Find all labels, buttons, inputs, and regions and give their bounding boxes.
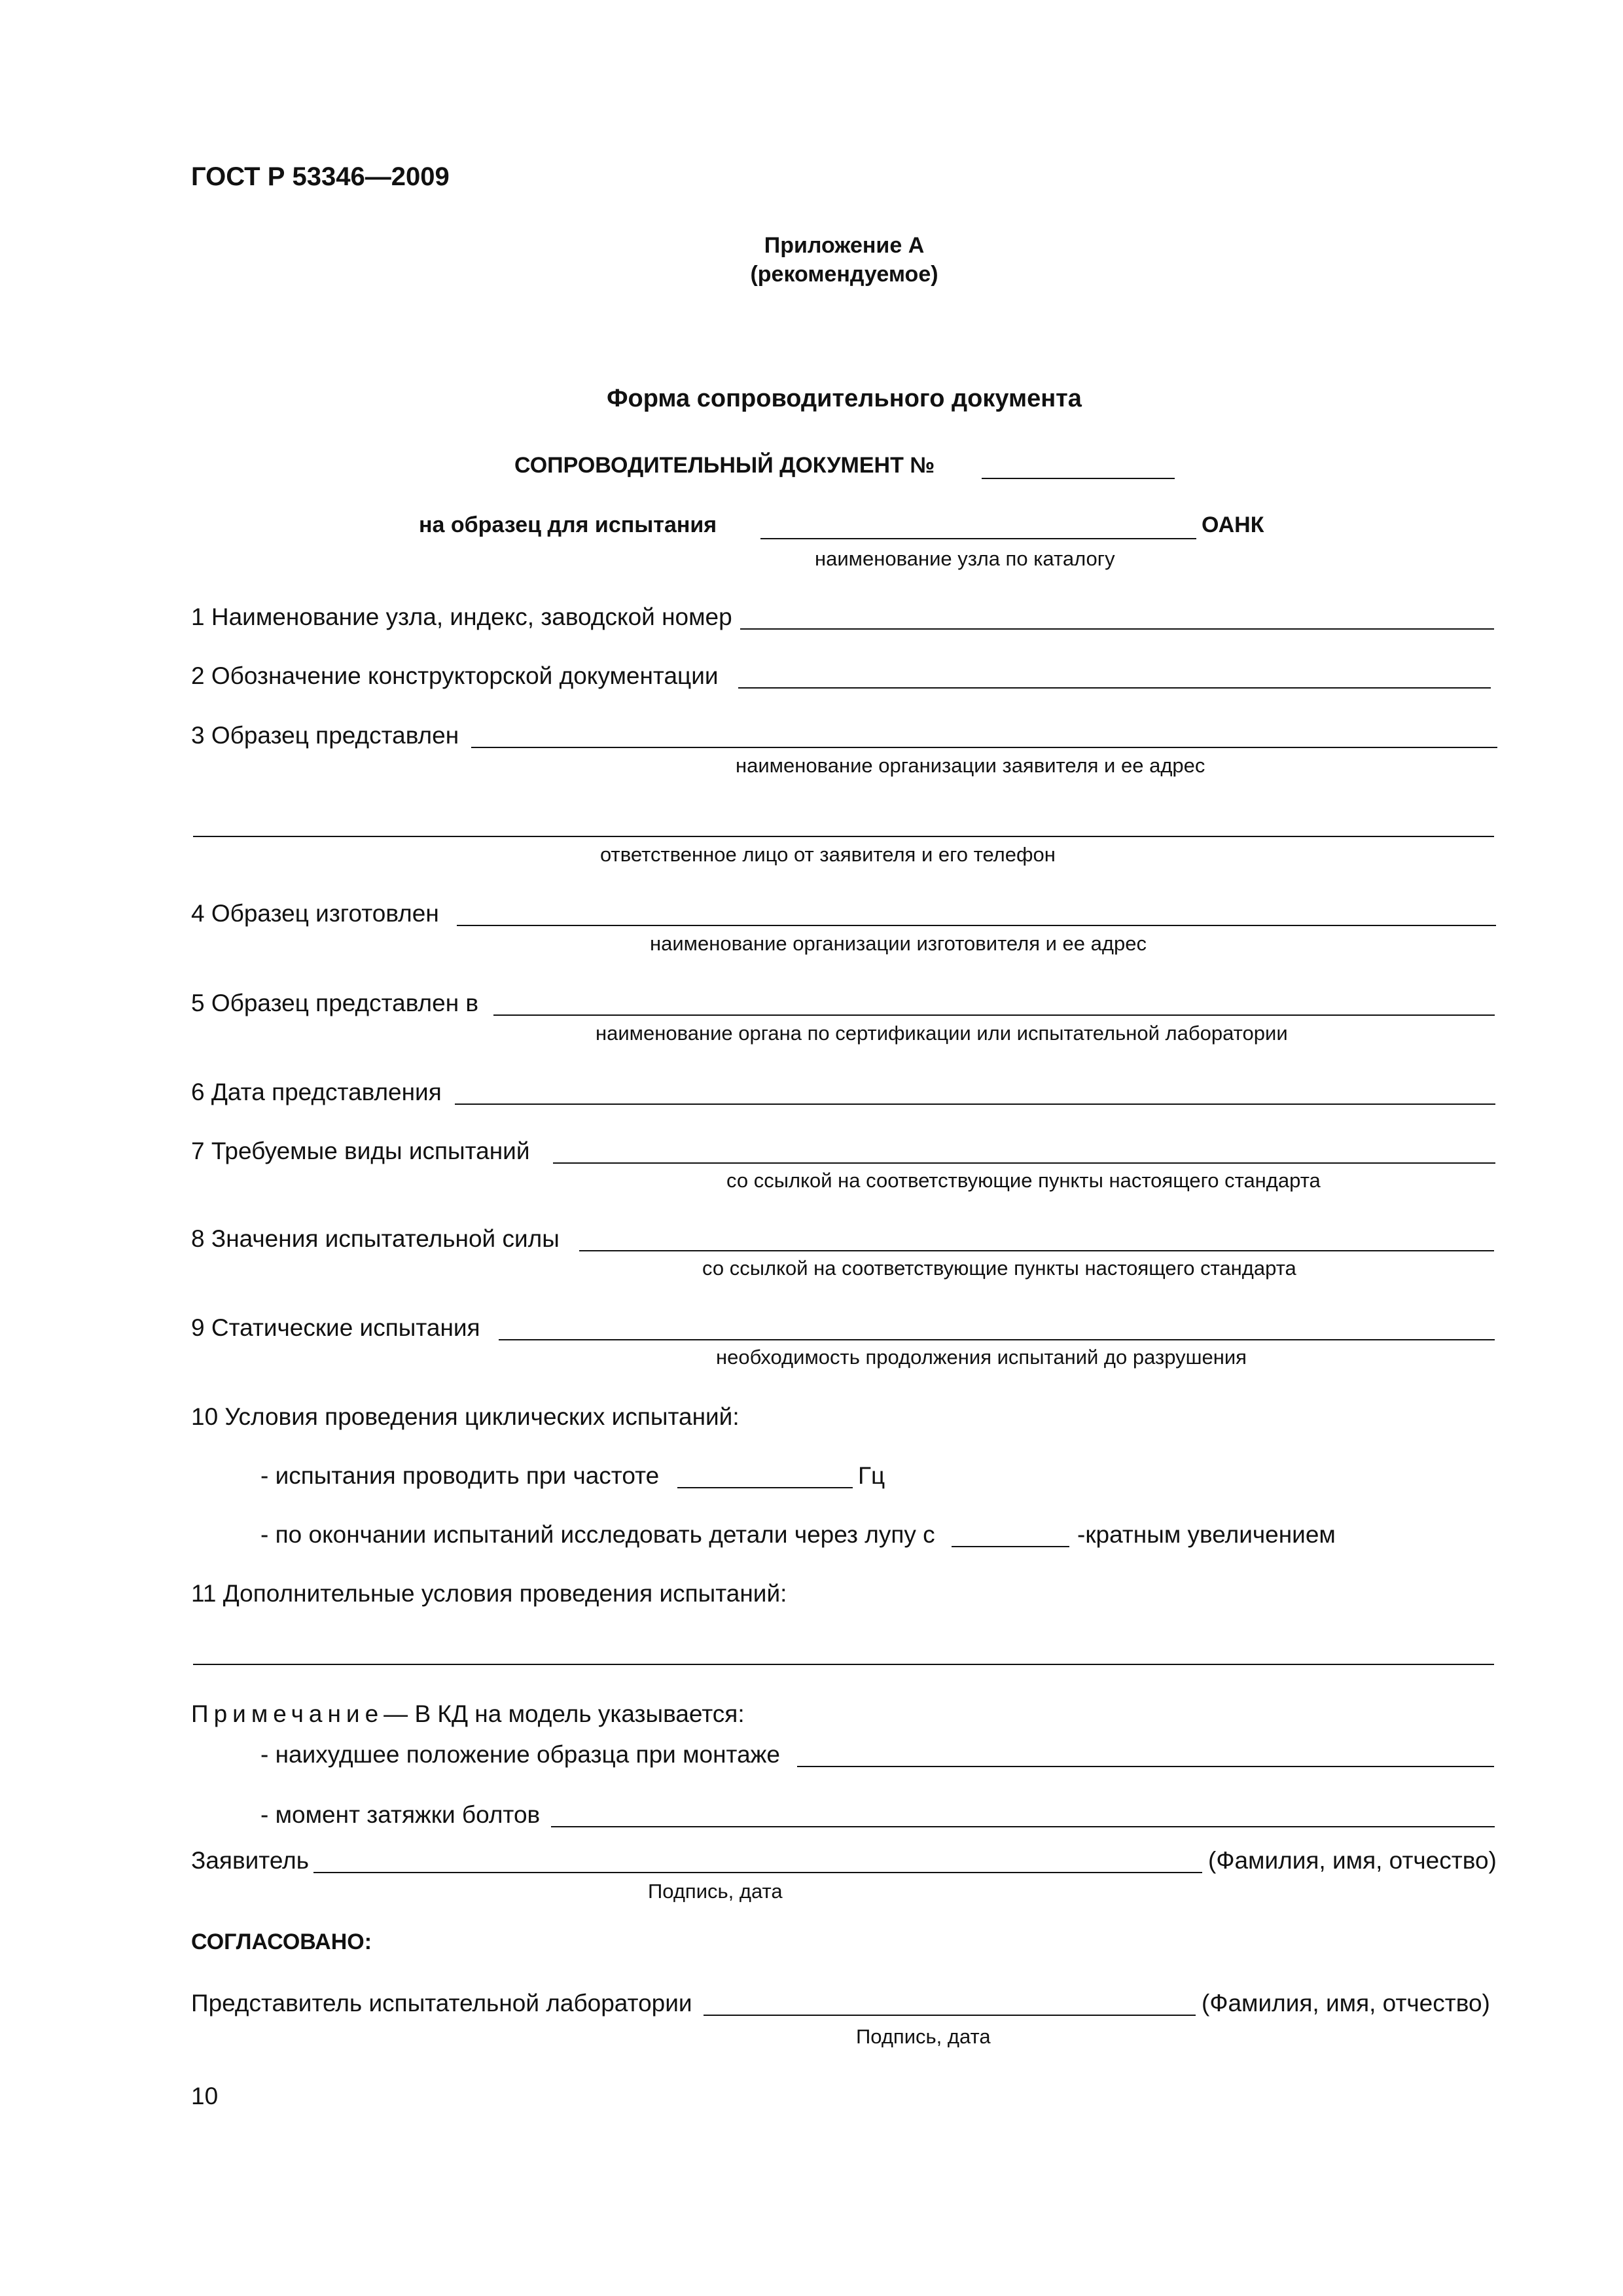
note-item-a-line[interactable] [797, 1766, 1494, 1767]
sample-caption: наименование узла по каталогу [815, 547, 1115, 570]
note-item-a-label: - наихудшее положение образца при монтаже [260, 1741, 780, 1768]
item-3-label: 3 Образец представлен [191, 722, 459, 749]
applicant-caption: Подпись, дата [648, 1880, 783, 1903]
frequency-line[interactable] [677, 1487, 853, 1488]
item-8-label: 8 Значения испытательной силы [191, 1225, 560, 1252]
form-title: Форма сопроводительного документа [607, 385, 1082, 412]
item-7-label: 7 Требуемые виды испытаний [191, 1138, 530, 1164]
applicant-fio: (Фамилия, имя, отчество) [1208, 1847, 1497, 1874]
sample-name-line[interactable] [760, 538, 1196, 539]
item-3-caption-2: ответственное лицо от заявителя и его телефон [600, 843, 1056, 866]
item-11-label: 11 Дополнительные условия проведения испытаний: [191, 1580, 787, 1607]
item-10a-label: - испытания проводить при частоте [260, 1462, 660, 1489]
applicant-signature-line[interactable] [313, 1872, 1202, 1873]
item-5-caption: наименование органа по сертификации или испытательной лаборатории [596, 1022, 1288, 1045]
item-3-contact-line[interactable] [193, 836, 1494, 837]
note-label: Примечание [191, 1700, 384, 1727]
item-8-caption: со ссылкой на соответствующие пункты настоящего стандарта [702, 1257, 1296, 1280]
note-item-b-label: - момент затяжки болтов [260, 1801, 541, 1828]
item-4-line[interactable] [457, 925, 1496, 926]
item-9-line[interactable] [499, 1339, 1495, 1340]
item-2-line[interactable] [738, 687, 1491, 689]
appendix-subtitle: (рекомендуемое) [750, 262, 938, 287]
item-4-caption: наименование организации изготовителя и ее адрес [650, 932, 1147, 955]
item-4-label: 4 Образец изготовлен [191, 900, 439, 927]
agreed-title: СОГЛАСОВАНО: [191, 1929, 372, 1954]
item-3-caption: наименование организации заявителя и ее адрес [736, 754, 1205, 777]
sample-prefix: на образец для испытания [419, 512, 717, 537]
standard-number: ГОСТ Р 53346—2009 [191, 162, 450, 191]
lab-rep-fio: (Фамилия, имя, отчество) [1202, 1990, 1490, 2017]
item-8-line[interactable] [579, 1250, 1494, 1251]
item-5-line[interactable] [493, 1014, 1495, 1016]
item-10b-label: - по окончании испытаний исследовать детали через лупу с [260, 1521, 935, 1548]
item-7-line[interactable] [553, 1162, 1495, 1164]
note-header [191, 1700, 745, 1728]
lab-rep-signature-line[interactable] [704, 2015, 1196, 2016]
item-6-line[interactable] [455, 1103, 1495, 1105]
lab-rep-label: Представитель испытательной лаборатории [191, 1990, 692, 2017]
item-7-caption: со ссылкой на соответствующие пункты настоящего стандарта [726, 1169, 1321, 1192]
item-1-line[interactable] [740, 628, 1494, 630]
appendix-title: Приложение А [764, 233, 925, 258]
item-6-label: 6 Дата представления [191, 1079, 442, 1105]
item-9-caption: необходимость продолжения испытаний до разрушения [716, 1346, 1247, 1369]
item-1-label: 1 Наименование узла, индекс, заводской номер [191, 603, 732, 630]
item-2-label: 2 Обозначение конструкторской документации [191, 662, 719, 689]
item-5-label: 5 Образец представлен в [191, 990, 479, 1016]
applicant-label: Заявитель [191, 1847, 310, 1874]
page-number: 10 [191, 2083, 219, 2109]
note-text: — В КД на модель указывается: [383, 1700, 745, 1727]
sample-suffix: ОАНК [1202, 512, 1264, 537]
item-9-label: 9 Статические испытания [191, 1314, 480, 1341]
magnification-line[interactable] [952, 1546, 1069, 1547]
item-11-line[interactable] [193, 1664, 1494, 1665]
item-10b-suffix: -кратным увеличением [1077, 1521, 1336, 1548]
item-3-line[interactable] [471, 747, 1497, 748]
note-item-b-line[interactable] [551, 1826, 1495, 1827]
doc-number-line[interactable] [982, 478, 1175, 479]
doc-title: СОПРОВОДИТЕЛЬНЫЙ ДОКУМЕНТ № [514, 453, 935, 478]
item-10a-unit: Гц [858, 1462, 885, 1489]
lab-rep-caption: Подпись, дата [856, 2025, 991, 2048]
item-10-label: 10 Условия проведения циклических испытаний: [191, 1403, 740, 1430]
